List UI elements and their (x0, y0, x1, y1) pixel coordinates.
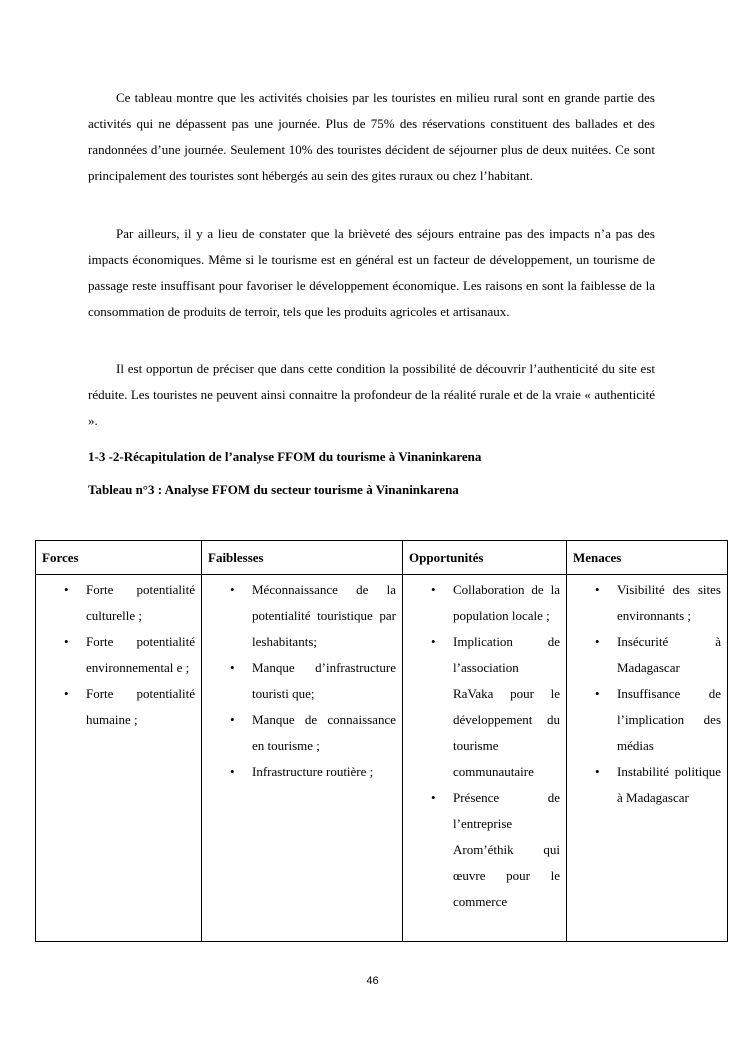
page-number: 46 (366, 975, 379, 987)
forces-list (36, 577, 195, 733)
list-item: • Infrastructure routière ; (252, 759, 396, 785)
cell-faiblesses (202, 575, 403, 942)
list-item: • Forte potentialité humaine ; (86, 681, 195, 733)
body-paragraph-3: Il est opportun de préciser que dans cette condition la possibilité de découvrir l’authenticité du site est réduite. Les touristes ne peuvent ainsi connaitre la profondeur de la réalité rurale et de la vraie « authenticité ». (88, 361, 655, 428)
list-item: • Présence de l’entreprise Arom’éthik qui œuvre pour le commerce (453, 785, 560, 915)
opportunites-list (403, 577, 560, 915)
list-item: • Visibilité des sites environnants ; (617, 577, 721, 629)
cell-forces (36, 575, 202, 942)
table-header-row (36, 541, 728, 575)
section-heading: 1-3 -2-Récapitulation de l’analyse FFOM du tourisme à Vinaninkarena (88, 449, 482, 464)
list-item: • Manque de connaissance en tourisme ; (252, 707, 396, 759)
header-forces: Forces (36, 541, 202, 575)
header-menaces: Menaces (567, 541, 728, 575)
header-opportunites: Opportunités (403, 541, 567, 575)
cell-menaces (567, 575, 728, 942)
table-body-row (36, 575, 728, 942)
list-item: • Forte potentialité culturelle ; (86, 577, 195, 629)
list-item: • Instabilité politique à Madagascar (617, 759, 721, 811)
list-item: • Manque d’infrastructure touristi que; (252, 655, 396, 707)
body-paragraph-2: Par ailleurs, il y a lieu de constater que la brièveté des séjours entraine pas des impacts n’a pas des impacts économiques. Même si le tourisme est en général est un facteur de développement, un tourisme de passage reste insuffisant pour favoriser le développement économique. Les raisons en sont la faiblesse de la consommation de produits de terroir, tels que les produits agricoles et artisanaux. (88, 226, 655, 319)
list-item: • Méconnaissance de la potentialité touristique par leshabitants; (252, 577, 396, 655)
faiblesses-list (202, 577, 396, 785)
ffom-table (35, 540, 728, 942)
cell-opportunites (403, 575, 567, 942)
list-item: • Implication de l’association RaVaka pour le développement du tourisme communautaire (453, 629, 560, 785)
list-item: • Collaboration de la population locale ; (453, 577, 560, 629)
list-item: • Forte potentialité environnemental e ; (86, 629, 195, 681)
header-faiblesses: Faiblesses (202, 541, 403, 575)
menaces-list (567, 577, 721, 811)
body-paragraph-1: Ce tableau montre que les activités choisies par les touristes en milieu rural sont en grande partie des activités qui ne dépassent pas une journée. Plus de 75% des réservations constituent des ballades et des randonnées d’une journée. Seulement 10% des touristes décident de séjourner plus de deux nuitées. Ce sont principalement des touristes sont hébergés au sein des gites ruraux ou chez l’habitant. (88, 90, 655, 183)
list-item: • Insuffisance de l’implication des médias (617, 681, 721, 759)
table-caption: Tableau n°3 : Analyse FFOM du secteur tourisme à Vinaninkarena (88, 482, 459, 497)
list-item: • Insécurité à Madagascar (617, 629, 721, 681)
